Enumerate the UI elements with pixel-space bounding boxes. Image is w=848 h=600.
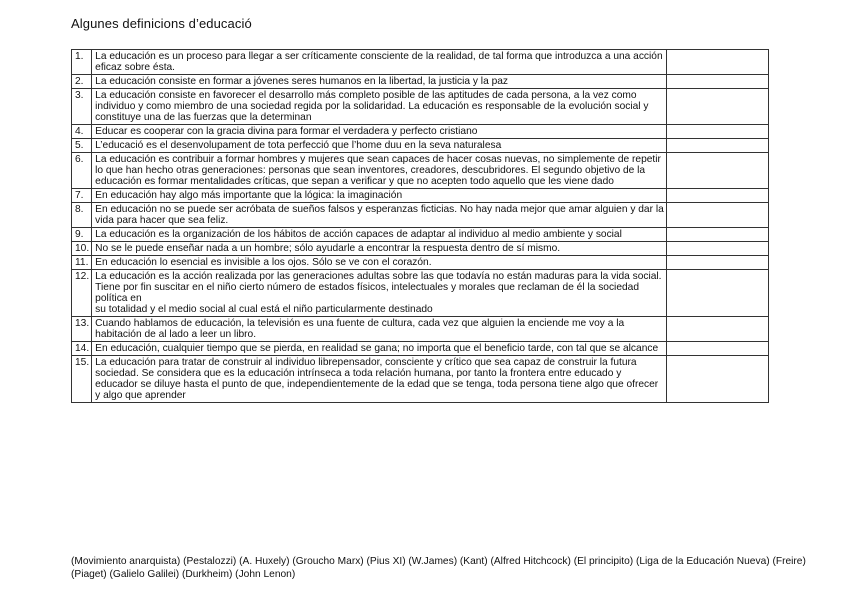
definition-main: En educación lo esencial es invisible a los ojos. Sólo se ve con el corazón.: [95, 257, 432, 268]
answer-cell[interactable]: [667, 89, 769, 125]
definition-main: La educación es la acción realizada por las generaciones adultas sobre las que todavía no están maduras para la vida social. Tiene por fin suscitar en el niño cierto número de estados físicos, intelectuales y morales que reclaman de él la sociedad política en: [95, 271, 662, 304]
definition-text: [92, 342, 667, 356]
definition-continuation: su totalidad y el medio social al cual está el niño particularmente destinado: [95, 304, 433, 315]
definition-main: La educación para tratar de construir al individuo librepensador, consciente y crítico que sea capaz de construir la futura sociedad. Se considera que es la educación intrínseca a toda relación humana, por tanto la frontera entre educado y educador se diluye hasta el punto de que, independientemente de la edad que se tenga, toda persona tiene algo que ofrecer y algo que aprender: [95, 357, 659, 401]
definition-text: [92, 139, 667, 153]
definition-main: La educación consiste en formar a jóvenes seres humanos en la libertad, la justicia y la paz: [95, 76, 508, 87]
definition-main: Educar es cooperar con la gracia divina para formar el verdadera y perfecto cristiano: [95, 126, 478, 137]
definition-text: [92, 50, 667, 75]
definition-main: La educación es contribuir a formar hombres y mujeres que sean capaces de hacer cosas nuevas, no simplemente de repetir lo que han hecho otras generaciones: personas que sean inventores, creadores, descubridores. El segundo objetivo de la educación es formar mentalidades críticas, que sepan a verificar y que no acepten todo aquello que les viene dado: [95, 154, 661, 187]
row-number: 9.: [72, 228, 92, 242]
table-row: [72, 270, 769, 317]
row-number: 7.: [72, 189, 92, 203]
row-number: 10.: [72, 242, 92, 256]
definition-main: La educación consiste en favorecer el desarrollo más completo posible de las aptitudes de cada persona, a la vez como individuo y como miembro de una sociedad regida por la solidaridad. La educación es responsable de la evolución social y constituye una de las fuerzas que la determinan: [95, 90, 649, 123]
row-number: 11.: [72, 256, 92, 270]
answer-cell[interactable]: [667, 342, 769, 356]
table-row: [72, 50, 769, 75]
definition-text: [92, 242, 667, 256]
definition-text: [92, 89, 667, 125]
answer-cell[interactable]: [667, 356, 769, 403]
definition-main: La educación es la organización de los hábitos de acción capaces de adaptar al individuo al medio ambiente y social: [95, 229, 622, 240]
definition-main: Cuando hablamos de educación, la televisión es una fuente de cultura, cada vez que alguien la enciende me voy a la habitación de al lado a leer un libro.: [95, 318, 625, 340]
answer-cell[interactable]: [667, 203, 769, 228]
definition-text: [92, 228, 667, 242]
table-row: [72, 189, 769, 203]
row-number: 1.: [72, 50, 92, 75]
row-number: 2.: [72, 75, 92, 89]
answer-cell[interactable]: [667, 189, 769, 203]
row-number: 4.: [72, 125, 92, 139]
answer-cell[interactable]: [667, 317, 769, 342]
answer-cell[interactable]: [667, 242, 769, 256]
table-row: [72, 317, 769, 342]
answer-cell[interactable]: [667, 139, 769, 153]
row-number: 3.: [72, 89, 92, 125]
row-number: 12.: [72, 270, 92, 317]
definition-main: No se le puede enseñar nada a un hombre; sólo ayudarle a encontrar la respuesta dentro de sí mismo.: [95, 243, 561, 254]
definition-text: [92, 203, 667, 228]
table-row: [72, 89, 769, 125]
answer-cell[interactable]: [667, 75, 769, 89]
definition-text: [92, 317, 667, 342]
table-row: [72, 228, 769, 242]
table-row: [72, 75, 769, 89]
table-row: [72, 125, 769, 139]
table-row: [72, 356, 769, 403]
row-number: 6.: [72, 153, 92, 189]
definition-text: [92, 125, 667, 139]
definition-main: En educación no se puede ser acróbata de sueños falsos y esperanzas ficticias. No hay nada mejor que amar alguien y dar la vida para hacer que sea feliz.: [95, 204, 664, 226]
row-number: 13.: [72, 317, 92, 342]
definition-text: [92, 256, 667, 270]
row-number: 14.: [72, 342, 92, 356]
definition-main: En educación, cualquier tiempo que se pierda, en realidad se gana; no importa que el beneficio tarde, con tal que se alcance: [95, 343, 659, 354]
row-number: 8.: [72, 203, 92, 228]
row-number: 5.: [72, 139, 92, 153]
definition-main: La educación es un proceso para llegar a ser críticamente consciente de la realidad, de tal forma que introduzca a una acción eficaz sobre ésta.: [95, 51, 663, 73]
definition-text: [92, 189, 667, 203]
definition-text: [92, 356, 667, 403]
definition-main: L’educació es el desenvolupament de tota perfecció que l’home duu en la seva naturalesa: [95, 140, 502, 151]
definition-text: [92, 153, 667, 189]
definition-main: En educación hay algo más importante que la lógica: la imaginación: [95, 190, 403, 201]
table-row: [72, 256, 769, 270]
definitions-table: [71, 49, 769, 403]
answer-cell[interactable]: [667, 153, 769, 189]
answer-cell[interactable]: [667, 256, 769, 270]
table-row: [72, 203, 769, 228]
authors-list: (Movimiento anarquista) (Pestalozzi) (A. Huxely) (Groucho Marx) (Pius XI) (W.James) (Kant) (Alfred Hitchcock) (El principito) (Liga de la Educación Nueva) (Freire) (Piaget) (Galielo Galilei) (Durkheim) (John Lenon): [71, 556, 806, 580]
definition-text: [92, 270, 667, 317]
row-number: 15.: [72, 356, 92, 403]
answer-cell[interactable]: [667, 270, 769, 317]
definition-text: [92, 75, 667, 89]
table-row: [72, 153, 769, 189]
answer-cell[interactable]: [667, 50, 769, 75]
table-row: [72, 242, 769, 256]
table-row: [72, 139, 769, 153]
table-row: [72, 342, 769, 356]
answer-cell[interactable]: [667, 228, 769, 242]
answer-cell[interactable]: [667, 125, 769, 139]
page-title: Algunes definicions d’educació: [71, 16, 252, 31]
